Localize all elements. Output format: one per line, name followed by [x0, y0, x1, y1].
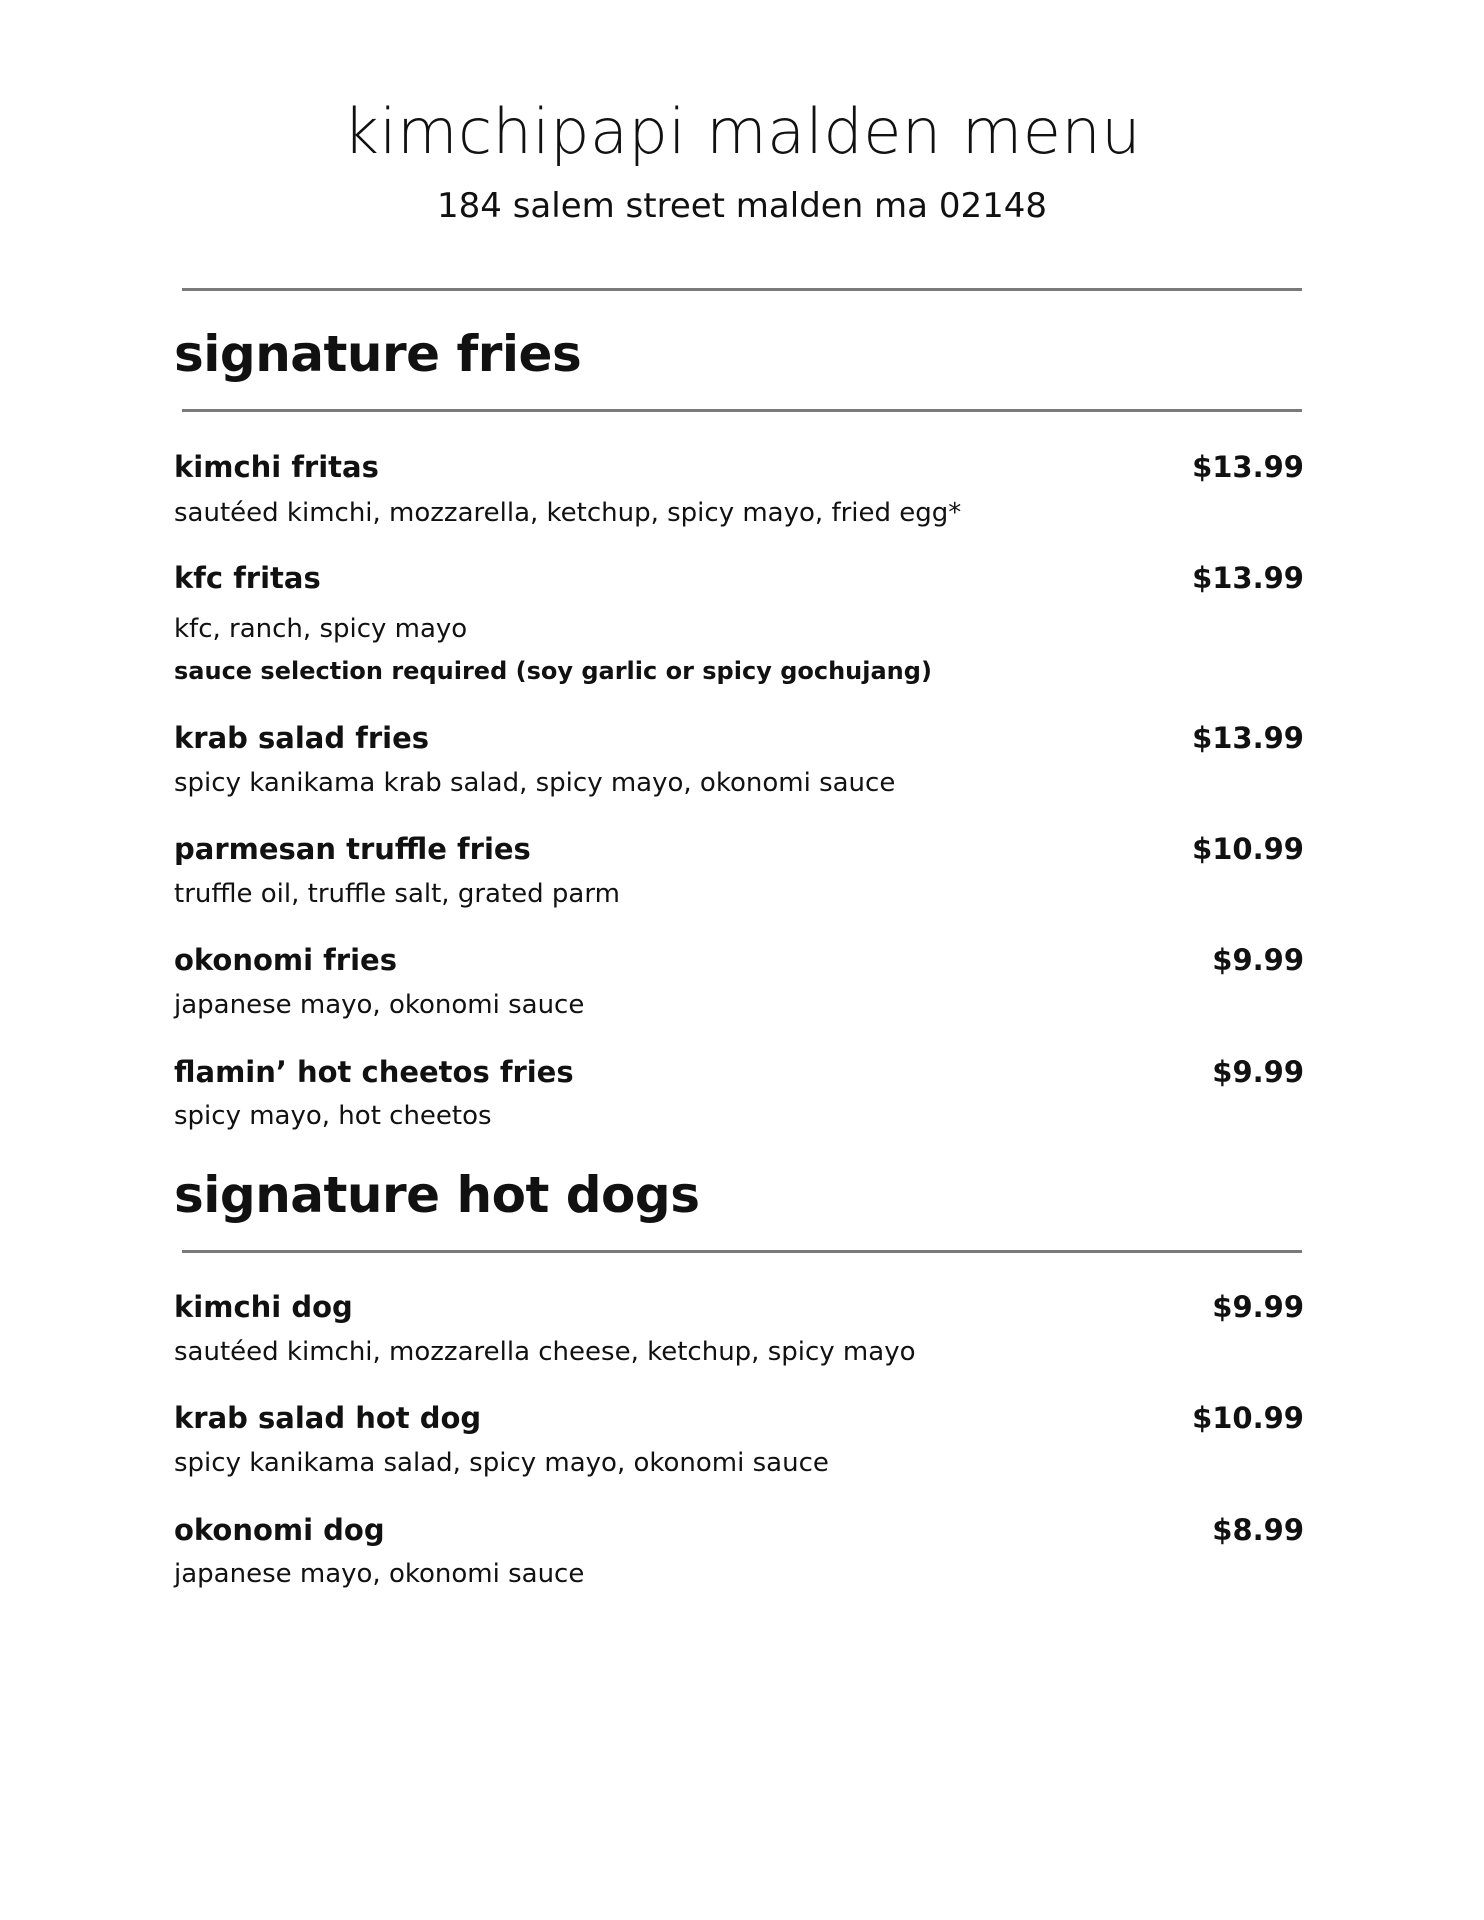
item-price-krab-salad-fries: $13.99 — [1192, 721, 1304, 755]
divider — [182, 409, 1302, 412]
item-desc-krab-salad-hot-dog: spicy kanikama salad, spicy mayo, okonomi sauce — [174, 1448, 829, 1478]
item-desc-kimchi-dog: sautéed kimchi, mozzarella cheese, ketchup, spicy mayo — [174, 1337, 916, 1367]
item-price-okonomi-fries: $9.99 — [1212, 943, 1304, 977]
item-desc-kfc-fritas: kfc, ranch, spicy mayo — [174, 614, 468, 644]
item-price-krab-salad-hot-dog: $10.99 — [1192, 1401, 1304, 1435]
item-price-kimchi-dog: $9.99 — [1212, 1290, 1304, 1324]
item-desc-kimchi-fritas: sautéed kimchi, mozzarella, ketchup, spicy mayo, fried egg* — [174, 498, 962, 528]
item-name-okonomi-fries: okonomi fries — [174, 943, 397, 977]
item-desc-okonomi-dog: japanese mayo, okonomi sauce — [174, 1559, 585, 1589]
divider — [182, 288, 1302, 291]
item-desc-krab-salad-fries: spicy kanikama krab salad, spicy mayo, okonomi sauce — [174, 768, 896, 798]
item-name-okonomi-dog: okonomi dog — [174, 1513, 385, 1547]
item-name-krab-salad-hot-dog: krab salad hot dog — [174, 1401, 482, 1435]
item-name-flamin-hot-cheetos-fries: flamin’ hot cheetos fries — [174, 1055, 574, 1089]
item-price-okonomi-dog: $8.99 — [1212, 1513, 1304, 1547]
item-desc-flamin-hot-cheetos-fries: spicy mayo, hot cheetos — [174, 1101, 492, 1131]
divider — [182, 1250, 1302, 1253]
item-desc-okonomi-fries: japanese mayo, okonomi sauce — [174, 990, 585, 1020]
item-price-parmesan-truffle-fries: $10.99 — [1192, 832, 1304, 866]
item-name-kimchi-fritas: kimchi fritas — [174, 450, 379, 484]
item-desc-parmesan-truffle-fries: truffle oil, truffle salt, grated parm — [174, 879, 620, 909]
item-price-kfc-fritas: $13.99 — [1192, 561, 1304, 595]
page-title: kimchipapi malden menu — [342, 95, 1142, 168]
item-price-flamin-hot-cheetos-fries: $9.99 — [1212, 1055, 1304, 1089]
section-title-signature-hot-dogs: signature hot dogs — [174, 1166, 700, 1224]
item-name-parmesan-truffle-fries: parmesan truffle fries — [174, 832, 531, 866]
item-name-kimchi-dog: kimchi dog — [174, 1290, 353, 1324]
item-name-kfc-fritas: kfc fritas — [174, 561, 321, 595]
restaurant-address: 184 salem street malden ma 02148 — [437, 186, 1047, 226]
item-price-kimchi-fritas: $13.99 — [1192, 450, 1304, 484]
section-title-signature-fries: signature fries — [174, 325, 582, 383]
item-name-krab-salad-fries: krab salad fries — [174, 721, 429, 755]
item-note-kfc-fritas: sauce selection required (soy garlic or spicy gochujang) — [174, 657, 932, 685]
